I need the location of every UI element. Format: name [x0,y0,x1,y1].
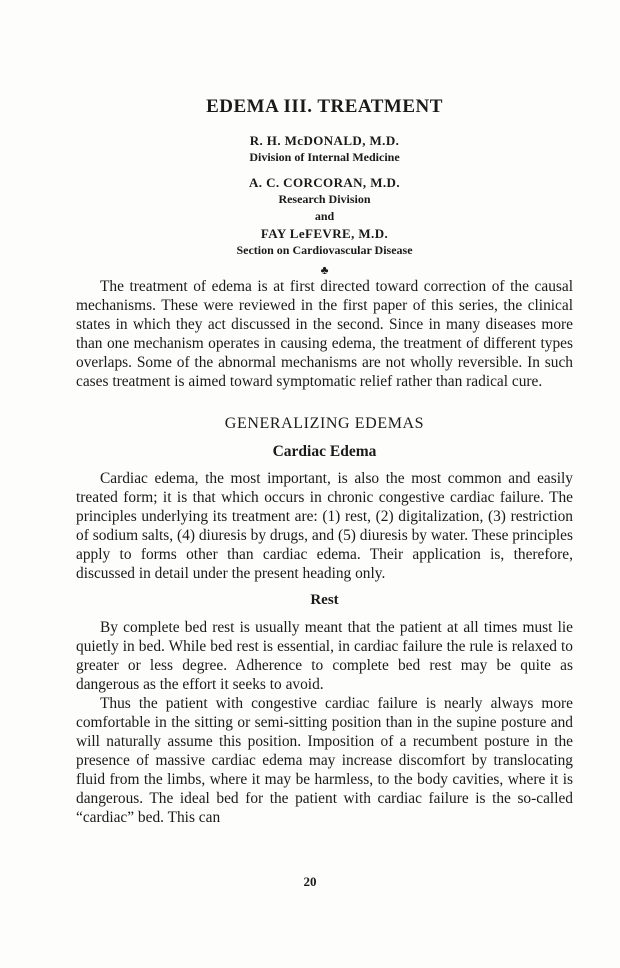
page-number: 20 [303,874,317,889]
cardiac-edema-paragraph: Cardiac edema, the most important, is also the most common and easily treated form; it is that which occurs in chronic congestive cardiac failure. The principles underlying its treatment are: (1) rest, (2) digitalization, (3) restriction of sodium salts, (4) diuresis by drugs, and (5) diuresis by water. These principles apply to forms other than cardiac edema. Their application is, therefore, discussed in detail under the present heading only. [76,470,573,582]
author-affiliation: Division of Internal Medicine [249,150,400,164]
author-affiliation: Research Division [278,192,371,206]
author-conjunction: and [314,209,335,223]
author-name: FAY LeFEVRE, M.D. [260,226,389,241]
rest-paragraph: Thus the patient with congestive cardiac failure is nearly always more comfortable in the sitting or semi-sitting position than in the supine posture and will naturally assume this position. Imposition of a recumbent posture in the presence of massive cardiac edema may increase discomfort by translocating fluid from the limbs, where it may be harmless, to the body cavities, where it is dangerous. The ideal bed for the patient with cardiac failure is the so-called “cardiac” bed. This can [76,695,573,826]
article-page [76,96,573,827]
author-block [76,132,573,259]
intro-paragraph: The treatment of edema is at first directed toward correction of the causal mechanisms. These were reviewed in the first paper of this series, the clinical states in which they act discussed in the second. Since in many diseases more than one mechanism operates in causing edema, the treatment of different types overlaps. Some of the abnormal mechanisms are not wholly reversible. In such cases treatment is aimed toward symptomatic relief rather than radical cure. [76,278,573,390]
rest-heading: Rest [310,592,339,608]
ornament-icon: ♣ [320,263,329,277]
author-name: A. C. CORCORAN, M.D. [249,175,400,190]
section-heading: GENERALIZING EDEMAS [224,415,425,432]
author-name: R. H. McDONALD, M.D. [249,133,400,148]
author-affiliation: Section on Cardiovascular Disease [236,243,413,257]
subsection-heading: Cardiac Edema [272,443,377,460]
article-title: EDEMA III. TREATMENT [206,96,443,117]
rest-paragraph: By complete bed rest is usually meant that the patient at all times must lie quietly in bed. While bed rest is essential, in cardiac failure the rule is relaxed to greater or less degree. Adherence to complete bed rest may be quite as dangerous as the effort it seeks to avoid. [76,619,573,693]
